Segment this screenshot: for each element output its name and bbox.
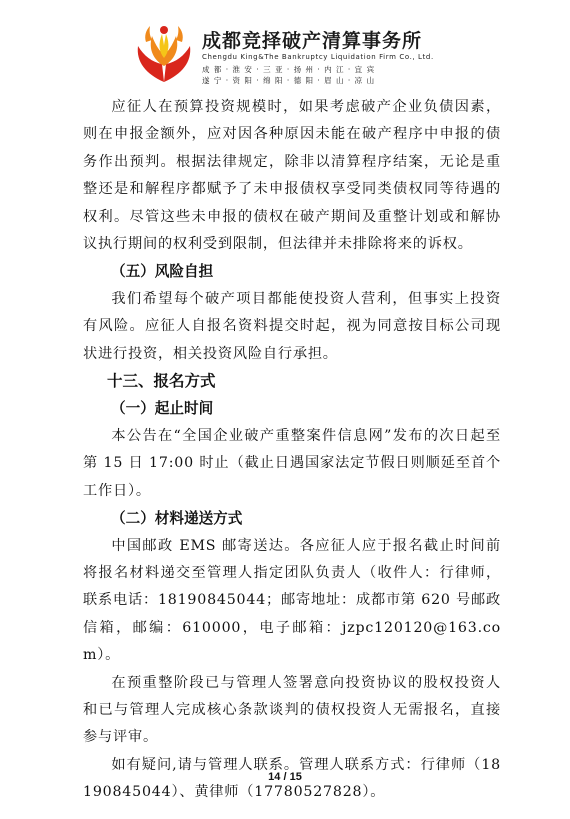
paragraph-exemption: 在预重整阶段已与管理人签署意向投资协议的股权投资人和已与管理人完成核心条款谈判的债权投资人无需报名，直接参与评审。 bbox=[83, 674, 501, 746]
paragraph-risk: 我们希望每个破产项目都能使投资人营利，但事实上投资有风险。应征人自报名资料提交时起，视为同意按目标公司现状进行投资，相关投资风险自行承担。 bbox=[83, 290, 501, 362]
subheading-period: （一）起止时间 bbox=[111, 400, 214, 418]
document-body bbox=[83, 94, 501, 807]
paragraph-liability-prediction: 应征人在预算投资规模时，如果考虑破产企业负债因素，则在申报金额外，应对因各种原因未能在破产程序中申报的债务作出预判。根据法律规定，除非以清算程序结案，无论是重整还是和解程序都赋予了未申报债权享受同类债权同等待遇的权利。尽管这些未申报的债权在破产期间及重整计划或和解协议执行期间的权利受到限制，但法律并未排除将来的诉权。 bbox=[83, 99, 501, 253]
paragraph-contact: 如有疑问,请与管理人联系。管理人联系方式：行律师（18190845044）、黄律师（17780527828）。 bbox=[83, 756, 501, 801]
firm-name: 成都竞择破产清算事务所 bbox=[202, 30, 423, 52]
cities-line-1: 成 都 · 淮 安 · 三 亚 · 扬 州 · 内 江 · 宜 宾 bbox=[202, 65, 376, 74]
subheading-risk: （五）风险自担 bbox=[111, 263, 214, 281]
firm-logo-icon bbox=[132, 22, 196, 84]
cities-line-2: 遂 宁 · 资 阳 · 绵 阳 · 德 阳 · 眉 山 · 凉 山 bbox=[202, 76, 376, 85]
firm-cities bbox=[202, 64, 375, 86]
section-heading-registration: 十三、报名方式 bbox=[107, 372, 216, 391]
subheading-delivery: （二）材料递送方式 bbox=[111, 510, 243, 528]
firm-name-english: Chengdu King&The Bankruptcy Liquidation Firm Co., Ltd. bbox=[202, 53, 434, 61]
page-number: 14 / 15 bbox=[268, 771, 302, 783]
paragraph-period: 本公告在“全国企业破产重整案件信息网”发布的次日起至第 15 日 17:00 时止（截止日遇国家法定节假日则顺延至首个工作日）。 bbox=[83, 427, 501, 499]
letterhead bbox=[132, 22, 442, 84]
paragraph-delivery: 中国邮政 EMS 邮寄送达。各应征人应于报名截止时间前将报名材料递交至管理人指定团队负责人（收件人：行律师，联系电话：18190845044；邮寄地址：成都市第 620 号邮政信箱，邮编：610000，电子邮箱：jzpc120120@163.com）。 bbox=[83, 537, 501, 664]
